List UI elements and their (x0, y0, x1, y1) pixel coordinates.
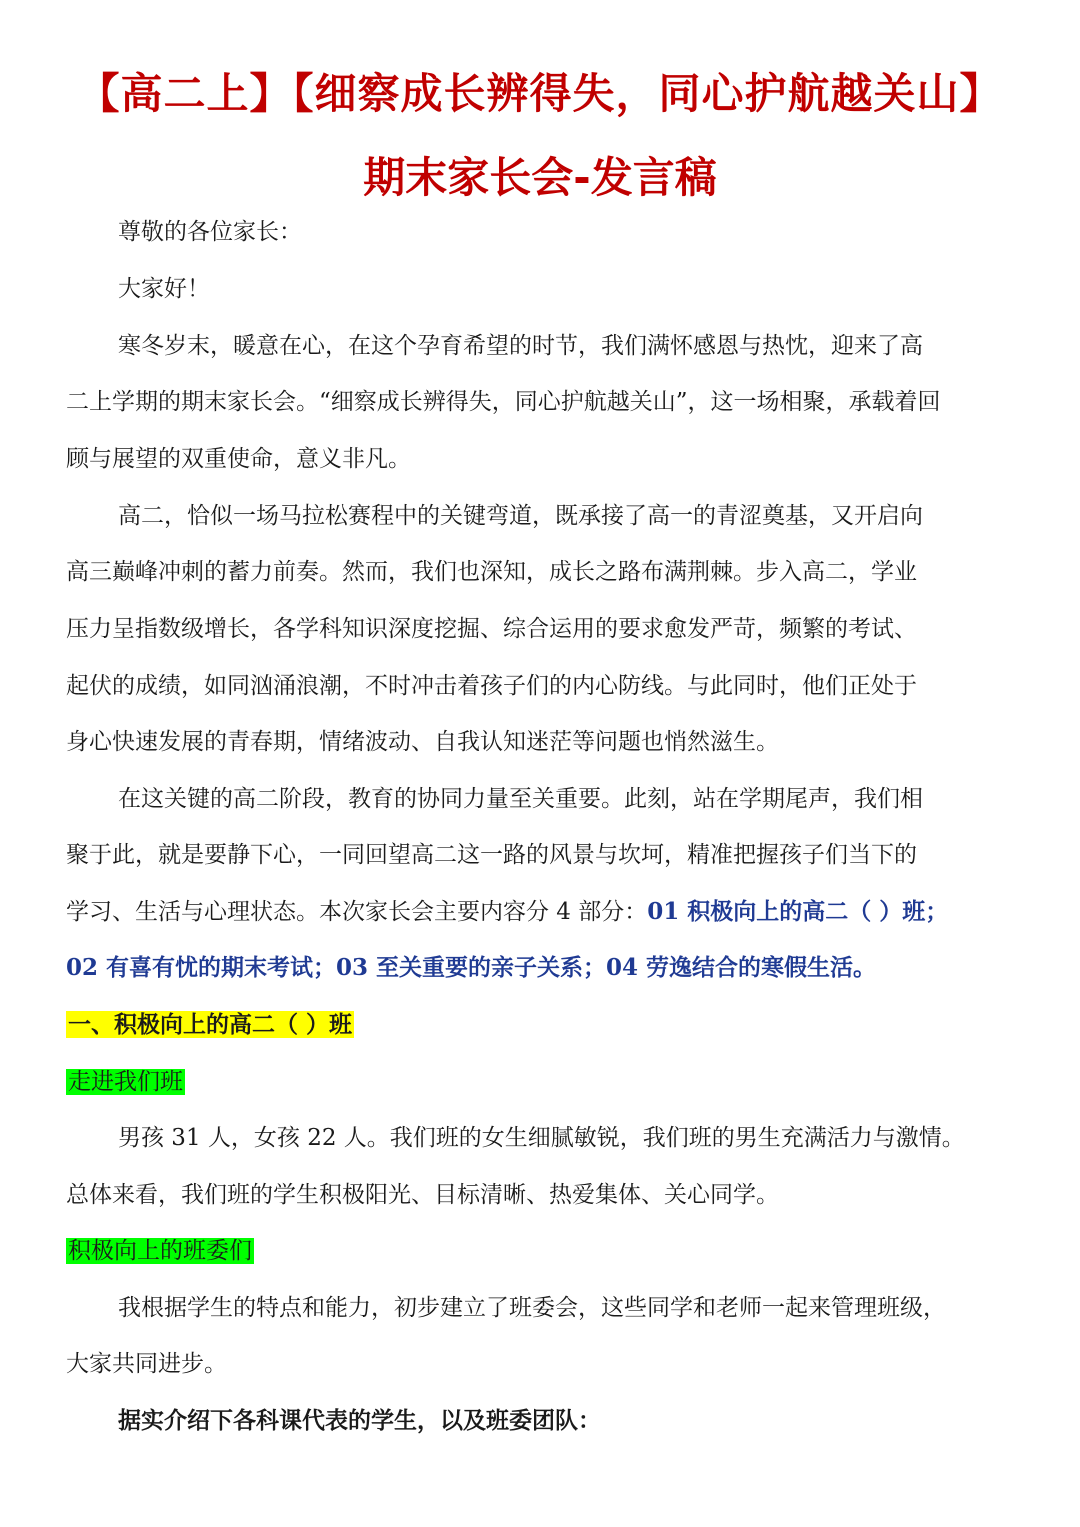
section-1-heading: 一、积极向上的高二（ ）班 (68, 1011, 353, 1038)
paragraph-3-line-3 (66, 894, 1026, 930)
paragraph-1-line-1: 寒冬岁末，暖意在心，在这个孕育希望的时节，我们满怀感恩与热忱，迎来了高 (118, 333, 923, 359)
salutation: 尊敬的各位家长： (118, 219, 302, 245)
committee-line-2: 大家共同进步。 (66, 1351, 227, 1377)
paragraph-2-line-5: 身心快速发展的青春期，情绪波动、自我认知迷茫等问题也悄然滋生。 (66, 729, 779, 755)
document-title-line2: 期末家长会-发言稿 (363, 153, 717, 202)
subheading-row-2 (66, 1233, 1026, 1269)
agenda-item-1: 01 积极向上的高二（ ）班； (647, 898, 949, 925)
paragraph-2-line-3: 压力呈指数级增长，各学科知识深度挖掘、综合运用的要求愈发严苛，频繁的考试、 (66, 616, 917, 642)
paragraph-1-line-3: 顾与展望的双重使命，意义非凡。 (66, 446, 411, 472)
paragraph-1-line-2: 二上学期的期末家长会。“细察成长辨得失，同心护航越关山”，这一场相聚，承载着回 (66, 389, 941, 415)
paragraph-2-line-2: 高三巅峰冲刺的蓄力前奏。然而，我们也深知，成长之路布满荆棘。步入高二，学业 (66, 559, 917, 585)
paragraph-2-line-4: 起伏的成绩，如同汹涌浪潮，不时冲击着孩子们的内心防线。与此同时，他们正处于 (66, 673, 917, 699)
subheading-our-class: 走进我们班 (68, 1069, 183, 1095)
class-intro-line-2: 总体来看，我们班的学生积极阳光、目标清晰、热爱集体、关心同学。 (66, 1182, 779, 1208)
section-1-heading-row (66, 1007, 1026, 1043)
committee-line-1: 我根据学生的特点和能力，初步建立了班委会，这些同学和老师一起来管理班级， (118, 1295, 946, 1321)
subheading-row-1 (66, 1064, 1026, 1100)
document-title-line1: 【高二上】【细察成长辨得失，同心护航越关山】 (77, 69, 1003, 118)
representatives-intro: 据实介绍下各科课代表的学生，以及班委团队： (118, 1407, 601, 1434)
class-intro-line-1: 男孩 31 人，女孩 22 人。我们班的女生细腻敏锐，我们班的男生充满活力与激情。 (118, 1125, 965, 1151)
agenda-items-2-4: 02 有喜有忧的期末考试；03 至关重要的亲子关系；04 劳逸结合的寒假生活。 (66, 954, 877, 981)
paragraph-3-line-2: 聚于此，就是要静下心，一同回望高二这一路的风景与坎坷，精准把握孩子们当下的 (66, 842, 917, 868)
paragraph-3-line-3-text: 学习、生活与心理状态。本次家长会主要内容分 4 部分： (66, 899, 648, 925)
greeting: 大家好！ (118, 276, 210, 302)
paragraph-2-line-1: 高二，恰似一场马拉松赛程中的关键弯道，既承接了高一的青涩奠基，又开启向 (118, 503, 923, 529)
subheading-class-committee: 积极向上的班委们 (68, 1238, 252, 1264)
paragraph-3-line-1: 在这关键的高二阶段，教育的协同力量至关重要。此刻，站在学期尾声，我们相 (118, 786, 923, 812)
